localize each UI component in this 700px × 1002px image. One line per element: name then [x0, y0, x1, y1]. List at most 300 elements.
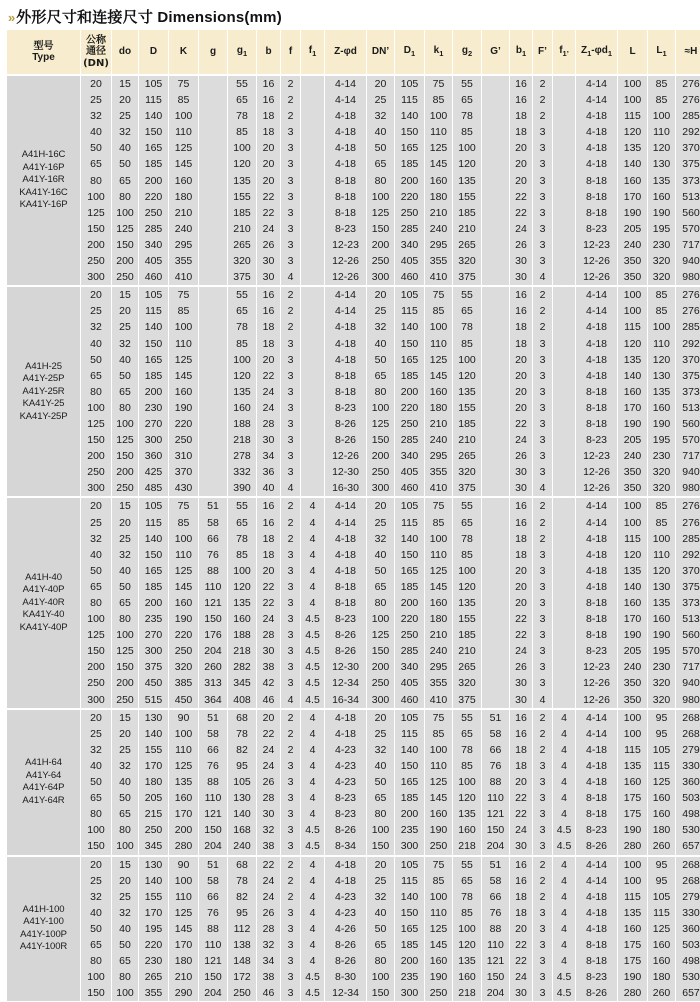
cell-D: 200 [139, 384, 169, 400]
cell-L1: 85 [648, 92, 676, 108]
cell-f: 2 [281, 531, 301, 547]
cell-D1: 150 [395, 905, 425, 921]
cell-Z1d1: 4-14 [576, 75, 618, 92]
cell-g2: 100 [453, 140, 482, 156]
cell-b: 20 [257, 156, 281, 172]
cell-g1: 112 [228, 921, 257, 937]
type-label: A41Y-40P [7, 584, 80, 597]
cell-g1: 135 [228, 173, 257, 189]
cell-K: 160 [169, 173, 199, 189]
cell-g [199, 173, 228, 189]
cell-Fp: 3 [533, 416, 553, 432]
cell-k1: 125 [425, 921, 453, 937]
cell-f: 3 [281, 675, 301, 691]
cell-L: 100 [618, 726, 648, 742]
cell-dn: 80 [81, 953, 112, 969]
cell-L: 100 [618, 75, 648, 92]
cell-H: 570 [676, 432, 700, 448]
cell-b1: 18 [510, 124, 533, 140]
cell-Zd: 4-18 [325, 709, 367, 726]
cell-Gp [482, 303, 510, 319]
cell-f1 [301, 269, 325, 286]
cell-g1: 55 [228, 286, 257, 303]
cell-do: 20 [112, 726, 139, 742]
cell-f1: 4 [301, 709, 325, 726]
cell-dn: 200 [81, 237, 112, 253]
table-row [7, 905, 700, 921]
cell-g1: 95 [228, 905, 257, 921]
cell-f1 [301, 432, 325, 448]
cell-Zd: 4-18 [325, 156, 367, 172]
cell-f: 2 [281, 286, 301, 303]
cell-K: 320 [169, 659, 199, 675]
cell-Zd: 4-23 [325, 905, 367, 921]
cell-dn: 50 [81, 140, 112, 156]
cell-f1: 4 [301, 953, 325, 969]
cell-b: 16 [257, 92, 281, 108]
cell-K: 110 [169, 336, 199, 352]
cell-f1p [553, 253, 576, 269]
cell-g1: 85 [228, 124, 257, 140]
cell-f1 [301, 173, 325, 189]
cell-dn: 20 [81, 497, 112, 514]
cell-do: 15 [112, 709, 139, 726]
cell-L: 170 [618, 611, 648, 627]
cell-f1p [553, 173, 576, 189]
table-row [7, 563, 700, 579]
cell-b1: 20 [510, 579, 533, 595]
cell-D: 220 [139, 937, 169, 953]
cell-Gp [482, 368, 510, 384]
cell-b1: 20 [510, 563, 533, 579]
cell-Fp: 3 [533, 595, 553, 611]
cell-L1: 105 [648, 742, 676, 758]
cell-g: 66 [199, 531, 228, 547]
cell-Z1d1: 8-23 [576, 221, 618, 237]
table-row [7, 547, 700, 563]
cell-H: 503 [676, 790, 700, 806]
cell-k1: 180 [425, 400, 453, 416]
cell-b: 24 [257, 742, 281, 758]
table-row [7, 515, 700, 531]
cell-Z1d1: 4-18 [576, 336, 618, 352]
cell-Fp: 3 [533, 432, 553, 448]
cell-DNp: 200 [367, 448, 395, 464]
cell-do: 65 [112, 173, 139, 189]
cell-Z1d1: 4-18 [576, 531, 618, 547]
cell-f1: 4 [301, 921, 325, 937]
type-group-cell [7, 497, 81, 708]
cell-L: 160 [618, 774, 648, 790]
cell-do: 80 [112, 611, 139, 627]
cell-do: 125 [112, 643, 139, 659]
cell-Fp: 3 [533, 806, 553, 822]
cell-Fp: 3 [533, 140, 553, 156]
cell-g [199, 92, 228, 108]
cell-b1: 20 [510, 400, 533, 416]
cell-do: 250 [112, 692, 139, 709]
cell-k1: 160 [425, 384, 453, 400]
cell-L1: 115 [648, 758, 676, 774]
dimensions-table-wrapper [0, 30, 700, 1002]
cell-D: 300 [139, 643, 169, 659]
cell-Gp: 58 [482, 873, 510, 889]
cell-g: 150 [199, 822, 228, 838]
cell-DNp: 25 [367, 515, 395, 531]
cell-L1: 130 [648, 368, 676, 384]
cell-Zd: 4-23 [325, 742, 367, 758]
cell-Fp: 3 [533, 237, 553, 253]
cell-D: 105 [139, 286, 169, 303]
cell-L: 135 [618, 563, 648, 579]
cell-f1: 4.5 [301, 611, 325, 627]
table-row [7, 75, 700, 92]
cell-f: 3 [281, 221, 301, 237]
type-label: A41Y-64P [7, 782, 80, 795]
cell-b1: 16 [510, 726, 533, 742]
cell-k1: 240 [425, 221, 453, 237]
cell-Z1d1: 4-18 [576, 905, 618, 921]
cell-D1: 140 [395, 889, 425, 905]
cell-do: 200 [112, 464, 139, 480]
cell-do: 32 [112, 547, 139, 563]
cell-k1: 100 [425, 108, 453, 124]
cell-K: 125 [169, 758, 199, 774]
cell-b: 38 [257, 659, 281, 675]
cell-f: 2 [281, 75, 301, 92]
cell-Z1d1: 4-18 [576, 352, 618, 368]
cell-L1: 190 [648, 627, 676, 643]
col-header-type [7, 30, 81, 75]
cell-f: 3 [281, 806, 301, 822]
cell-do: 100 [112, 838, 139, 855]
table-row [7, 448, 700, 464]
cell-f: 2 [281, 709, 301, 726]
cell-b1: 30 [510, 692, 533, 709]
cell-K: 170 [169, 937, 199, 953]
cell-f1: 4.5 [301, 675, 325, 691]
cell-Gp: 66 [482, 742, 510, 758]
cell-f: 3 [281, 400, 301, 416]
table-row [7, 253, 700, 269]
cell-dn: 200 [81, 659, 112, 675]
cell-b: 38 [257, 969, 281, 985]
section-title [0, 0, 700, 30]
cell-g1: 82 [228, 889, 257, 905]
cell-D1: 285 [395, 432, 425, 448]
cell-g2: 218 [453, 838, 482, 855]
table-row [7, 92, 700, 108]
cell-H: 498 [676, 953, 700, 969]
table-row [7, 464, 700, 480]
cell-D1: 150 [395, 758, 425, 774]
cell-g: 364 [199, 692, 228, 709]
cell-b: 26 [257, 774, 281, 790]
type-label: A41H-40 [7, 572, 80, 585]
cell-Gp [482, 659, 510, 675]
cell-L1: 95 [648, 726, 676, 742]
cell-Fp: 4 [533, 692, 553, 709]
cell-g2: 210 [453, 643, 482, 659]
col-header-K: K [169, 30, 199, 75]
cell-g1: 78 [228, 108, 257, 124]
cell-D1: 340 [395, 448, 425, 464]
cell-L: 350 [618, 675, 648, 691]
cell-H: 513 [676, 189, 700, 205]
cell-K: 110 [169, 889, 199, 905]
cell-D1: 235 [395, 969, 425, 985]
cell-g2: 78 [453, 742, 482, 758]
cell-b: 16 [257, 515, 281, 531]
cell-Zd: 12-34 [325, 985, 367, 1001]
cell-do: 125 [112, 221, 139, 237]
cell-do: 50 [112, 579, 139, 595]
cell-H: 940 [676, 675, 700, 691]
table-header [7, 30, 700, 75]
cell-H: 360 [676, 774, 700, 790]
cell-g1: 100 [228, 563, 257, 579]
cell-g2: 120 [453, 368, 482, 384]
cell-do: 20 [112, 303, 139, 319]
cell-b: 20 [257, 140, 281, 156]
table-row [7, 595, 700, 611]
cell-L1: 180 [648, 969, 676, 985]
cell-do: 65 [112, 595, 139, 611]
cell-g: 58 [199, 873, 228, 889]
cell-L1: 320 [648, 253, 676, 269]
cell-b1: 20 [510, 595, 533, 611]
cell-b1: 26 [510, 448, 533, 464]
cell-Fp: 3 [533, 838, 553, 855]
cell-D: 105 [139, 75, 169, 92]
cell-D: 195 [139, 921, 169, 937]
cell-f1 [301, 75, 325, 92]
cell-g2: 185 [453, 627, 482, 643]
cell-L: 160 [618, 384, 648, 400]
cell-L: 175 [618, 953, 648, 969]
cell-Fp: 2 [533, 742, 553, 758]
table-row [7, 579, 700, 595]
cell-f1p [553, 156, 576, 172]
cell-Z1d1: 4-18 [576, 921, 618, 937]
cell-D1: 235 [395, 822, 425, 838]
col-header-dn-cjk2: 通径 [81, 46, 111, 58]
type-label: A41Y-100P [7, 929, 80, 942]
cell-b: 22 [257, 579, 281, 595]
cell-K: 430 [169, 480, 199, 497]
cell-dn: 125 [81, 627, 112, 643]
cell-DNp: 80 [367, 173, 395, 189]
cell-do: 200 [112, 253, 139, 269]
cell-Fp: 3 [533, 448, 553, 464]
cell-L: 175 [618, 937, 648, 953]
cell-D1: 105 [395, 856, 425, 873]
type-label: A41H-100 [7, 904, 80, 917]
cell-Fp: 3 [533, 563, 553, 579]
cell-DNp: 40 [367, 124, 395, 140]
cell-b: 24 [257, 758, 281, 774]
cell-D: 130 [139, 709, 169, 726]
cell-do: 100 [112, 205, 139, 221]
cell-H: 560 [676, 416, 700, 432]
cell-K: 100 [169, 108, 199, 124]
cell-f1: 4.5 [301, 643, 325, 659]
cell-L1: 110 [648, 547, 676, 563]
cell-D1: 300 [395, 985, 425, 1001]
cell-H: 268 [676, 726, 700, 742]
cell-k1: 160 [425, 595, 453, 611]
cell-g1: 78 [228, 319, 257, 335]
cell-g2: 160 [453, 969, 482, 985]
cell-g [199, 237, 228, 253]
cell-Z1d1: 8-18 [576, 790, 618, 806]
cell-Fp: 3 [533, 221, 553, 237]
cell-do: 25 [112, 108, 139, 124]
cell-f: 3 [281, 921, 301, 937]
cell-g: 66 [199, 889, 228, 905]
cell-f1 [301, 303, 325, 319]
cell-L1: 195 [648, 432, 676, 448]
cell-f1p: 4 [553, 856, 576, 873]
cell-D1: 285 [395, 643, 425, 659]
cell-g2: 320 [453, 464, 482, 480]
cell-DNp: 80 [367, 953, 395, 969]
cell-Fp: 3 [533, 969, 553, 985]
cell-dn: 25 [81, 726, 112, 742]
cell-L1: 130 [648, 156, 676, 172]
table-row [7, 480, 700, 497]
cell-Fp: 2 [533, 286, 553, 303]
type-group-cell [7, 286, 81, 497]
cell-D: 155 [139, 742, 169, 758]
cell-L: 190 [618, 416, 648, 432]
cell-g2: 218 [453, 985, 482, 1001]
cell-Z1d1: 8-26 [576, 838, 618, 855]
cell-b1: 24 [510, 822, 533, 838]
cell-f: 3 [281, 579, 301, 595]
cell-b1: 16 [510, 515, 533, 531]
cell-dn: 25 [81, 515, 112, 531]
cell-do: 15 [112, 286, 139, 303]
cell-f1: 4 [301, 515, 325, 531]
cell-Z1d1: 8-18 [576, 953, 618, 969]
cell-Zd: 8-23 [325, 221, 367, 237]
cell-f1p: 4 [553, 937, 576, 953]
cell-f1 [301, 221, 325, 237]
cell-L: 280 [618, 838, 648, 855]
cell-dn: 150 [81, 643, 112, 659]
cell-g2: 265 [453, 448, 482, 464]
cell-g: 150 [199, 969, 228, 985]
cell-f1p [553, 547, 576, 563]
cell-b1: 20 [510, 173, 533, 189]
cell-DNp: 125 [367, 205, 395, 221]
cell-L1: 260 [648, 838, 676, 855]
cell-H: 373 [676, 384, 700, 400]
cell-Gp [482, 416, 510, 432]
cell-f: 3 [281, 253, 301, 269]
cell-g2: 135 [453, 384, 482, 400]
cell-g2: 210 [453, 432, 482, 448]
cell-K: 110 [169, 742, 199, 758]
cell-dn: 150 [81, 221, 112, 237]
cell-dn: 250 [81, 253, 112, 269]
col-header-f1-prime: $f_{1’}$ [553, 30, 576, 75]
cell-b: 28 [257, 627, 281, 643]
cell-g2: 375 [453, 480, 482, 497]
cell-Z1d1: 4-14 [576, 303, 618, 319]
cell-Fp: 3 [533, 790, 553, 806]
cell-dn: 80 [81, 384, 112, 400]
cell-D1: 165 [395, 563, 425, 579]
cell-D: 115 [139, 515, 169, 531]
table-row [7, 709, 700, 726]
cell-dn: 65 [81, 368, 112, 384]
cell-f1p [553, 221, 576, 237]
cell-K: 90 [169, 856, 199, 873]
type-group-cell [7, 709, 81, 856]
cell-Z1d1: 8-18 [576, 173, 618, 189]
cell-Zd: 8-23 [325, 790, 367, 806]
cell-Fp: 3 [533, 189, 553, 205]
cell-dn: 40 [81, 547, 112, 563]
cell-Zd: 4-14 [325, 75, 367, 92]
cell-Z1d1: 4-18 [576, 774, 618, 790]
cell-Fp: 2 [533, 531, 553, 547]
cell-H: 657 [676, 838, 700, 855]
cell-b1: 22 [510, 953, 533, 969]
cell-k1: 240 [425, 432, 453, 448]
cell-b: 20 [257, 563, 281, 579]
cell-Fp: 3 [533, 627, 553, 643]
cell-b: 20 [257, 352, 281, 368]
cell-Fp: 3 [533, 822, 553, 838]
cell-f1p [553, 643, 576, 659]
cell-L1: 160 [648, 790, 676, 806]
cell-k1: 100 [425, 889, 453, 905]
cell-f1: 4 [301, 497, 325, 514]
cell-D1: 220 [395, 611, 425, 627]
cell-Fp: 3 [533, 611, 553, 627]
table-row [7, 384, 700, 400]
cell-L1: 100 [648, 108, 676, 124]
cell-g: 110 [199, 579, 228, 595]
cell-D1: 340 [395, 237, 425, 253]
cell-L: 350 [618, 269, 648, 286]
col-header-type-cjk: 型号 [7, 41, 80, 53]
cell-D1: 340 [395, 659, 425, 675]
cell-f: 3 [281, 611, 301, 627]
cell-L: 100 [618, 303, 648, 319]
cell-K: 310 [169, 448, 199, 464]
cell-Gp: 110 [482, 790, 510, 806]
cell-Gp [482, 464, 510, 480]
cell-k1: 75 [425, 709, 453, 726]
cell-k1: 145 [425, 156, 453, 172]
cell-do: 100 [112, 985, 139, 1001]
cell-D1: 105 [395, 497, 425, 514]
cell-f: 3 [281, 368, 301, 384]
cell-b: 18 [257, 319, 281, 335]
cell-f1: 4.5 [301, 627, 325, 643]
type-label: A41Y-64R [7, 795, 80, 808]
cell-k1: 410 [425, 692, 453, 709]
cell-b1: 20 [510, 774, 533, 790]
cell-f1: 4 [301, 806, 325, 822]
cell-do: 32 [112, 905, 139, 921]
cell-H: 373 [676, 173, 700, 189]
cell-f1 [301, 124, 325, 140]
